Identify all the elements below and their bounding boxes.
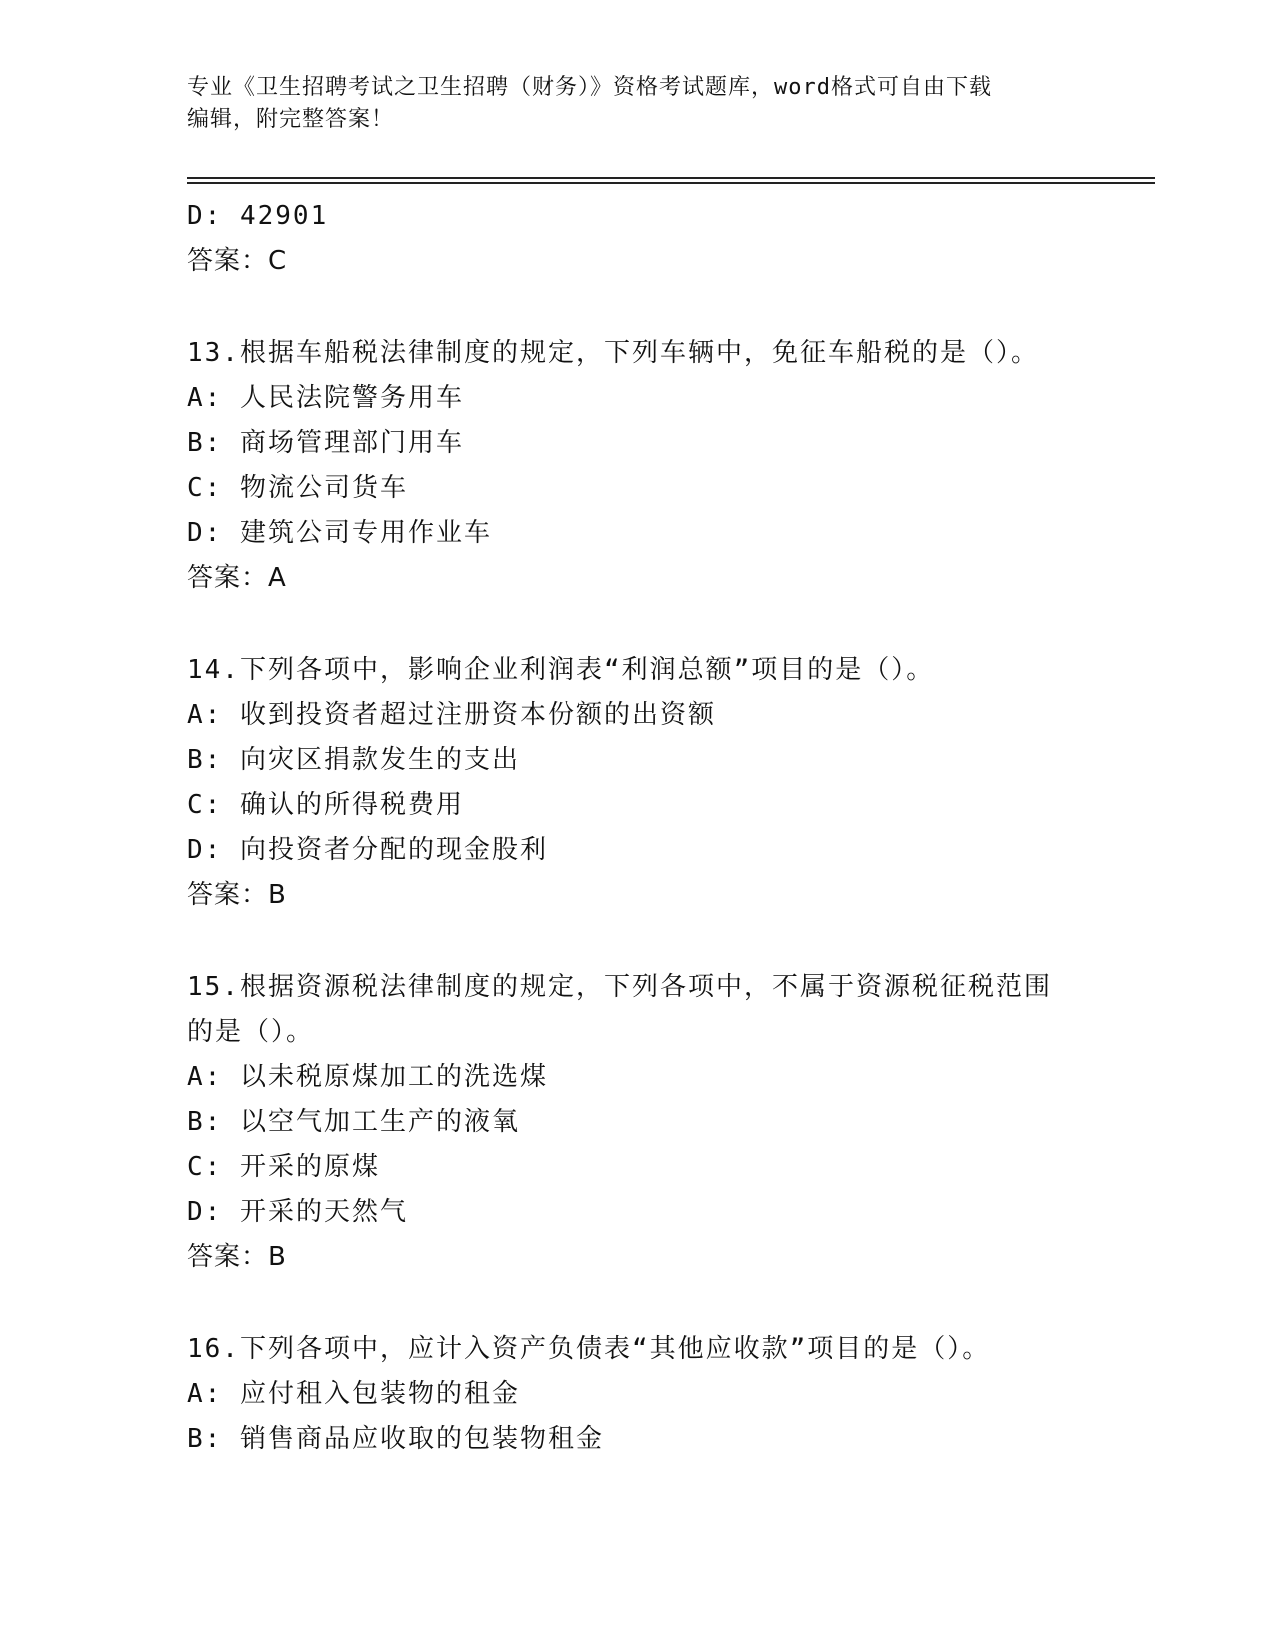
- question-stem: 13.根据车船税法律制度的规定，下列车辆中，免征车船税的是（）。: [187, 338, 1039, 368]
- option-a: A: 应付租入包装物的租金: [187, 1379, 520, 1409]
- header-rule-top: [187, 177, 1155, 179]
- question-14: [187, 648, 1087, 918]
- question-stem-line-1: 15.根据资源税法律制度的规定，下列各项中，不属于资源税征税范围: [187, 972, 1052, 1002]
- question-13: [187, 331, 1087, 601]
- option-c: C: 开采的原煤: [187, 1152, 380, 1182]
- option-b: B: 销售商品应收取的包装物租金: [187, 1424, 604, 1454]
- answer: 答案：B: [187, 880, 287, 910]
- header-rule-bottom: [187, 182, 1155, 184]
- option-b: B: 向灾区捐款发生的支出: [187, 745, 520, 775]
- document-header: [187, 72, 1087, 136]
- option-b: B: 以空气加工生产的液氧: [187, 1107, 520, 1137]
- option-d: D: 向投资者分配的现金股利: [187, 835, 548, 865]
- option-d: D: 开采的天然气: [187, 1197, 408, 1227]
- option-a: A: 收到投资者超过注册资本份额的出资额: [187, 700, 716, 730]
- option-a: A: 以未税原煤加工的洗选煤: [187, 1062, 548, 1092]
- option-b: B: 商场管理部门用车: [187, 428, 464, 458]
- answer: 答案：A: [187, 563, 287, 593]
- option-a: A: 人民法院警务用车: [187, 383, 464, 413]
- prev-answer: 答案：C: [187, 246, 288, 276]
- option-c: C: 确认的所得税费用: [187, 790, 464, 820]
- question-stem-line-2: 的是（）。: [187, 1017, 315, 1047]
- header-line-1: 专业《卫生招聘考试之卫生招聘（财务）》资格考试题库，word格式可自由下载: [187, 75, 992, 100]
- question-stem: 16.下列各项中，应计入资产负债表“其他应收款”项目的是（）。: [187, 1334, 991, 1364]
- question-15: [187, 965, 1087, 1280]
- option-d: D: 建筑公司专用作业车: [187, 518, 492, 548]
- header-line-2: 编辑，附完整答案！: [187, 107, 395, 132]
- answer: 答案：B: [187, 1242, 287, 1272]
- question-16: [187, 1327, 1087, 1462]
- question-list: [187, 194, 1087, 1462]
- option-c: C: 物流公司货车: [187, 473, 408, 503]
- question-stem: 14.下列各项中，影响企业利润表“利润总额”项目的是（）。: [187, 655, 935, 685]
- prev-option-d: D: 42901: [187, 201, 329, 231]
